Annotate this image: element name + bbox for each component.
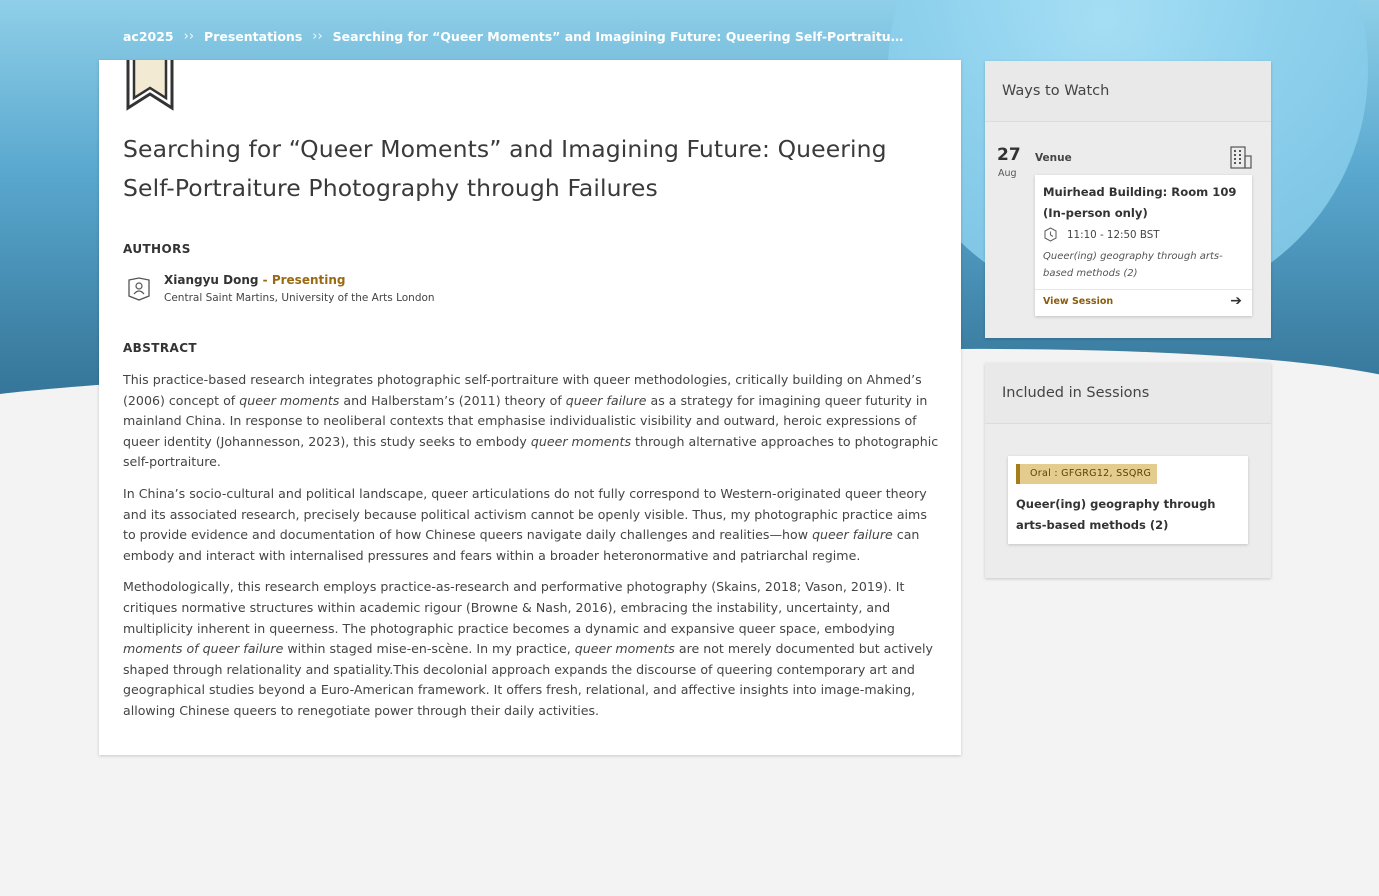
abstract-heading: ABSTRACT [123, 341, 197, 355]
breadcrumb-separator: ›› [312, 29, 323, 44]
session-time: 11:10 - 12:50 BST [1067, 228, 1160, 241]
ways-to-watch-card [985, 61, 1271, 338]
time-row [1043, 227, 1160, 242]
breadcrumb-item-ac2025[interactable]: ac2025 [123, 29, 174, 44]
abstract-paragraph: In China’s socio-cultural and political landscape, queer articulations do not fully correspond to Western-originated queer theory and its associated research, precisely because political activism cannot be openly visible. Thus, my photographic practice aims to provide evidence and documentation of how Chinese queers navigate daily challenges and realities—how queer failure can embody and interact with internalised pressures and fears within a broader heteronormative and patriarchal regime. [123, 485, 927, 563]
abstract-text [123, 370, 943, 733]
breadcrumb-separator: ›› [183, 29, 195, 44]
venue-label: Venue [1035, 152, 1072, 164]
session-name: Queer(ing) geography through arts-based methods (2) [1043, 251, 1223, 279]
author-entry [126, 272, 435, 307]
breadcrumb-item-presentations[interactable]: Presentations [204, 29, 303, 44]
session-tag: Oral : GFGRG12, SSQRG [1016, 464, 1157, 484]
breadcrumb-item-current: Searching for “Queer Moments” and Imagining Future: Queering Self-Portraitu… [332, 29, 904, 44]
view-session-link[interactable]: View Session [1043, 296, 1114, 307]
breadcrumb [123, 29, 903, 44]
bookmark-icon[interactable] [126, 60, 174, 112]
page-title: Searching for “Queer Moments” and Imagining Future: Queering Self-Portraiture Photography through Failures [123, 135, 887, 202]
author-affiliation: Central Saint Martins, University of the Arts London [164, 292, 435, 304]
date-month: Aug [998, 168, 1017, 179]
date-day: 27 [997, 145, 1021, 165]
ways-to-watch-body [985, 122, 1271, 338]
abstract-paragraph: Methodologically, this research employs practice-as-research and performative photography (Skains, 2018; Vason, 2019). It critiques normative structures within academic rigour (Browne & Nash, 2016), embracing the instability, uncertainty, and multiplicity inherent in queerness. The photographic practice becomes a dynamic and expansive queer space, embodying moments of queer failure within staged mise-en-scène. In my practice, queer moments are not merely documented but actively shaped through relationality and spatiality.This decolonial approach expands the discourse of queering contemporary art and geographical studies beyond a Euro-American framework. It offers fresh, relational, and affective insights into image-making, allowing Chinese queers to renegotiate power through their daily activities. [123, 579, 933, 718]
included-in-sessions-card [985, 363, 1271, 578]
included-in-sessions-body [985, 424, 1271, 578]
arrow-right-icon[interactable]: ➔ [1230, 293, 1242, 309]
room-name: Muirhead Building: Room 109 (In-person only) [1043, 185, 1237, 220]
divider [1035, 289, 1252, 290]
included-in-sessions-heading: Included in Sessions [985, 363, 1271, 424]
ways-to-watch-heading: Ways to Watch [985, 61, 1271, 122]
presenting-label: Presenting [271, 273, 346, 287]
person-badge-icon [126, 276, 152, 302]
abstract-paragraph: This practice-based research integrates photographic self-portraiture with queer methodologies, critically building on Ahmed’s (2006) concept of queer moments and Halberstam’s (2011) theory of queer failure as a strategy for imagining queer futurity in mainland China. In response to neoliberal contexts that emphasise individualistic visibility and outward, heroic expressions of queer identity (Johannesson, 2023), this study seeks to embody queer moments through alternative approaches to photographic self-portraiture. [123, 372, 939, 470]
author-name[interactable]: Xiangyu Dong [164, 273, 259, 287]
authors-heading: AUTHORS [123, 242, 191, 256]
building-icon [1229, 144, 1253, 170]
venue-session-box[interactable] [1035, 175, 1252, 316]
session-title[interactable]: Queer(ing) geography through arts-based methods (2) [1016, 497, 1216, 532]
author-dash: - [258, 273, 272, 287]
author-name-line [164, 272, 435, 289]
clock-icon [1043, 227, 1058, 242]
session-card[interactable] [1008, 456, 1248, 544]
